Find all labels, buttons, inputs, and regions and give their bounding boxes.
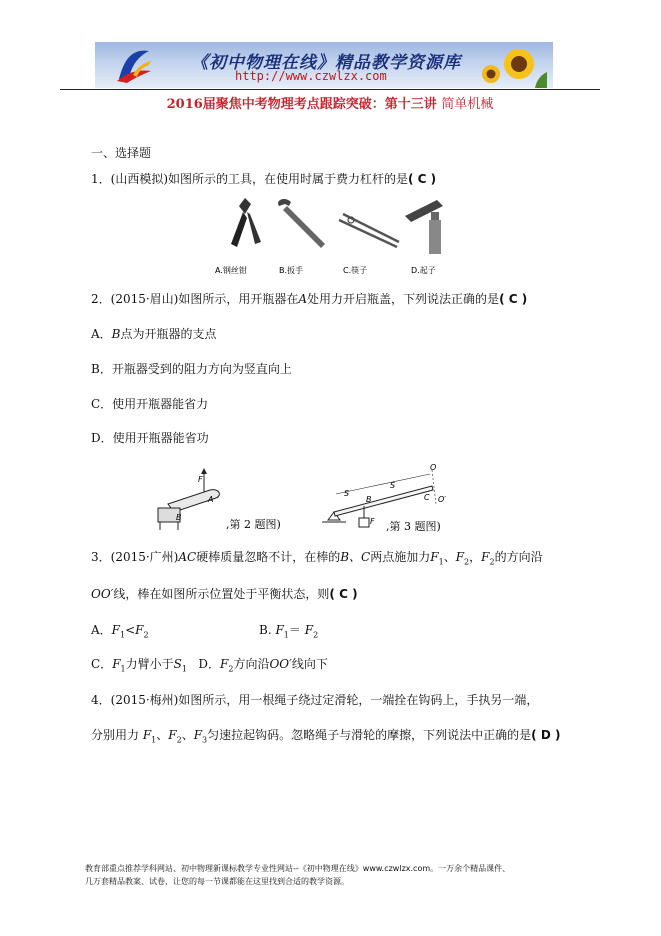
fig2-label-b: B (176, 513, 182, 522)
q2-option-a (91, 326, 217, 342)
q4-s3: 3 (202, 735, 208, 745)
q3-t11: F (481, 550, 490, 564)
chopsticks-icon (339, 214, 399, 247)
fig2-label-f: F (198, 475, 203, 484)
q2-q3-figures (150, 463, 460, 533)
fig2-caption: ,第 2 题图) (226, 518, 281, 531)
q3-opt-c-t: 力臂小于 (125, 657, 174, 671)
q3-l2a: OO′ (91, 587, 114, 601)
q3-opt-a-s2: 2 (143, 630, 149, 640)
fig2-label-a: A (208, 495, 214, 504)
q3-opt-b: B. (259, 623, 272, 637)
document-title (60, 93, 600, 112)
wrench-icon (278, 199, 325, 248)
q3-t6: 1 (438, 557, 444, 567)
fig3-label-s1: S (344, 489, 350, 498)
q3-t12: 2 (489, 557, 495, 567)
q1-tools-figure (215, 192, 460, 282)
q3-opt-d: D． (198, 657, 221, 671)
fig3-caption: ,第 3 题图) (386, 520, 441, 533)
header-divider (60, 89, 600, 90)
q4-sep1: 、 (156, 728, 169, 742)
fig3-label-o: O (430, 463, 437, 472)
q3-answer: ( C ) (329, 587, 358, 601)
q3-opt-b-eq: ＝ (288, 623, 301, 637)
q3-opt-a-s1: 1 (120, 630, 126, 640)
question-1 (91, 171, 436, 187)
q2-opt-a-var: B (111, 327, 121, 341)
q3-opt-b-f2: F (304, 623, 314, 637)
q3-opt-c-f: F (112, 657, 121, 671)
question-4 (91, 692, 538, 708)
q3-option-b (259, 622, 318, 643)
q4-text: 如图所示，用一根绳子绕过定滑轮，一端拴在钩码上，手执另一端， (178, 693, 539, 707)
q3-opt-b-s2: 2 (313, 630, 319, 640)
q3-t2: 硬棒质量忽略不计，在棒的 (196, 550, 341, 564)
banner-title: 《初中物理在线》精品教学资源库 (191, 53, 461, 73)
q4-sep2: 、 (181, 728, 194, 742)
bottle-opener-icon (405, 200, 443, 254)
q3-t7: 、 (443, 550, 456, 564)
q3-opt-d-s: 2 (228, 664, 234, 674)
q2-opt-a-prefix: A． (91, 327, 112, 341)
q1-text: 如图所示的工具，在使用时属于费力杠杆的是 (168, 172, 409, 186)
fig3-rod-diagram (322, 463, 446, 527)
q4-f2: F (168, 728, 177, 742)
q1-caption-c: C.筷子 (343, 266, 368, 275)
fig3-label-s2: S (390, 481, 396, 490)
q1-number: 1．(山西模拟) (91, 172, 168, 186)
fig3-label-c: C (424, 493, 430, 502)
q2-option-b: B．开瓶器受到的阻力方向为竖直向上 (91, 362, 292, 376)
header-banner (95, 42, 553, 88)
q3-t9: 2 (464, 557, 470, 567)
q1-caption-a: A.钢丝钳 (215, 266, 247, 275)
q3-opt-c: C． (91, 657, 113, 671)
q3-t3: B、C (340, 550, 371, 564)
footer-line-2: 几万套精品教案、试卷，让您的每一节课都能在这里找到合适的教学资源。 (85, 877, 349, 886)
page-footer (85, 862, 605, 888)
q1-caption-d: D.起子 (411, 266, 436, 275)
fig3-label-f: F (370, 517, 375, 526)
q2-var-a: A (298, 292, 308, 306)
q3-t10: ， (469, 550, 482, 564)
q3-opt-b-f1: F (275, 623, 284, 637)
q3-t1: AC (178, 550, 197, 564)
q3-opt-a-f1: F (111, 623, 120, 637)
q3-number: 3．(2015·广州) (91, 550, 179, 564)
section-heading: 一、选择题 (91, 146, 152, 160)
q1-caption-b: B.扳手 (279, 266, 304, 275)
q3-opt-c-s: 1 (120, 664, 126, 674)
q4-number: 4．(2015·梅州) (91, 693, 179, 707)
question-3 (91, 549, 543, 570)
title-text: 2016届聚焦中考物理考点跟踪突破：第十三讲 (166, 97, 437, 112)
fig3-label-o-prime: O′ (438, 495, 447, 504)
q3-options-c-d (91, 656, 328, 677)
q3-opt-d-f: F (220, 657, 229, 671)
q4-l2a: 分别用力 (91, 728, 140, 742)
q3-t13: 的方向沿 (494, 550, 543, 564)
q4-line-2 (91, 727, 560, 748)
q2-option-d: D．使用开瓶器能省功 (91, 431, 209, 445)
fig2-bottle-opener (158, 468, 219, 530)
q4-f3: F (193, 728, 203, 742)
q3-opt-a: A． (91, 623, 112, 637)
footer-line-1: 教育部重点推荐学科网站、初中物理新课标教学专业性网站--《初中物理在线》www.czwlzx.com。一万余个精品课件、 (85, 864, 511, 873)
pliers-icon (231, 198, 261, 247)
q2-answer: ( C ) (499, 292, 528, 306)
site-logo-icon (113, 45, 153, 85)
q3-opt-b-s1: 1 (283, 630, 289, 640)
sunflower-icon (477, 44, 547, 88)
q4-s2: 2 (176, 735, 182, 745)
q3-option-a (91, 622, 149, 643)
title-topic: 简单机械 (441, 97, 494, 112)
q3-opt-a-lt: < (125, 623, 136, 637)
q4-s1: 1 (151, 735, 157, 745)
q3-opt-d-t1: 方向沿 (233, 657, 270, 671)
question-2 (91, 291, 527, 307)
fig3-label-b: B (366, 495, 372, 504)
q3-opt-c-S: S (173, 657, 182, 671)
q3-opt-a-f2: F (135, 623, 144, 637)
banner-url[interactable]: http://www.czwlzx.com (235, 69, 387, 83)
q2-number: 2．(2015·眉山) (91, 292, 179, 306)
q3-line-2 (91, 586, 358, 602)
q4-l2b: 匀速拉起钩码。忽略绳子与滑轮的摩擦，下列说法中正确的是 (207, 728, 532, 742)
q3-l2b: 线，棒在如图所示位置处于平衡状态，则 (113, 587, 330, 601)
q4-f1: F (142, 728, 152, 742)
q3-t4: 两点施加力 (370, 550, 431, 564)
q2-text-a: 如图所示，用开瓶器在 (178, 292, 299, 306)
q3-t5: F (430, 550, 439, 564)
q3-opt-d-oo: OO′ (269, 657, 292, 671)
q2-text-b: 处用力开启瓶盖，下列说法正确的是 (307, 292, 500, 306)
q1-answer: ( C ) (408, 172, 437, 186)
q3-opt-c-Ss: 1 (181, 664, 187, 674)
q2-option-c: C．使用开瓶器能省力 (91, 397, 209, 411)
q2-opt-a-text: 点为开瓶器的支点 (120, 327, 217, 341)
q4-answer: ( D ) (531, 728, 561, 742)
q3-t8: F (455, 550, 465, 564)
q3-opt-d-t2: 线向下 (291, 657, 328, 671)
